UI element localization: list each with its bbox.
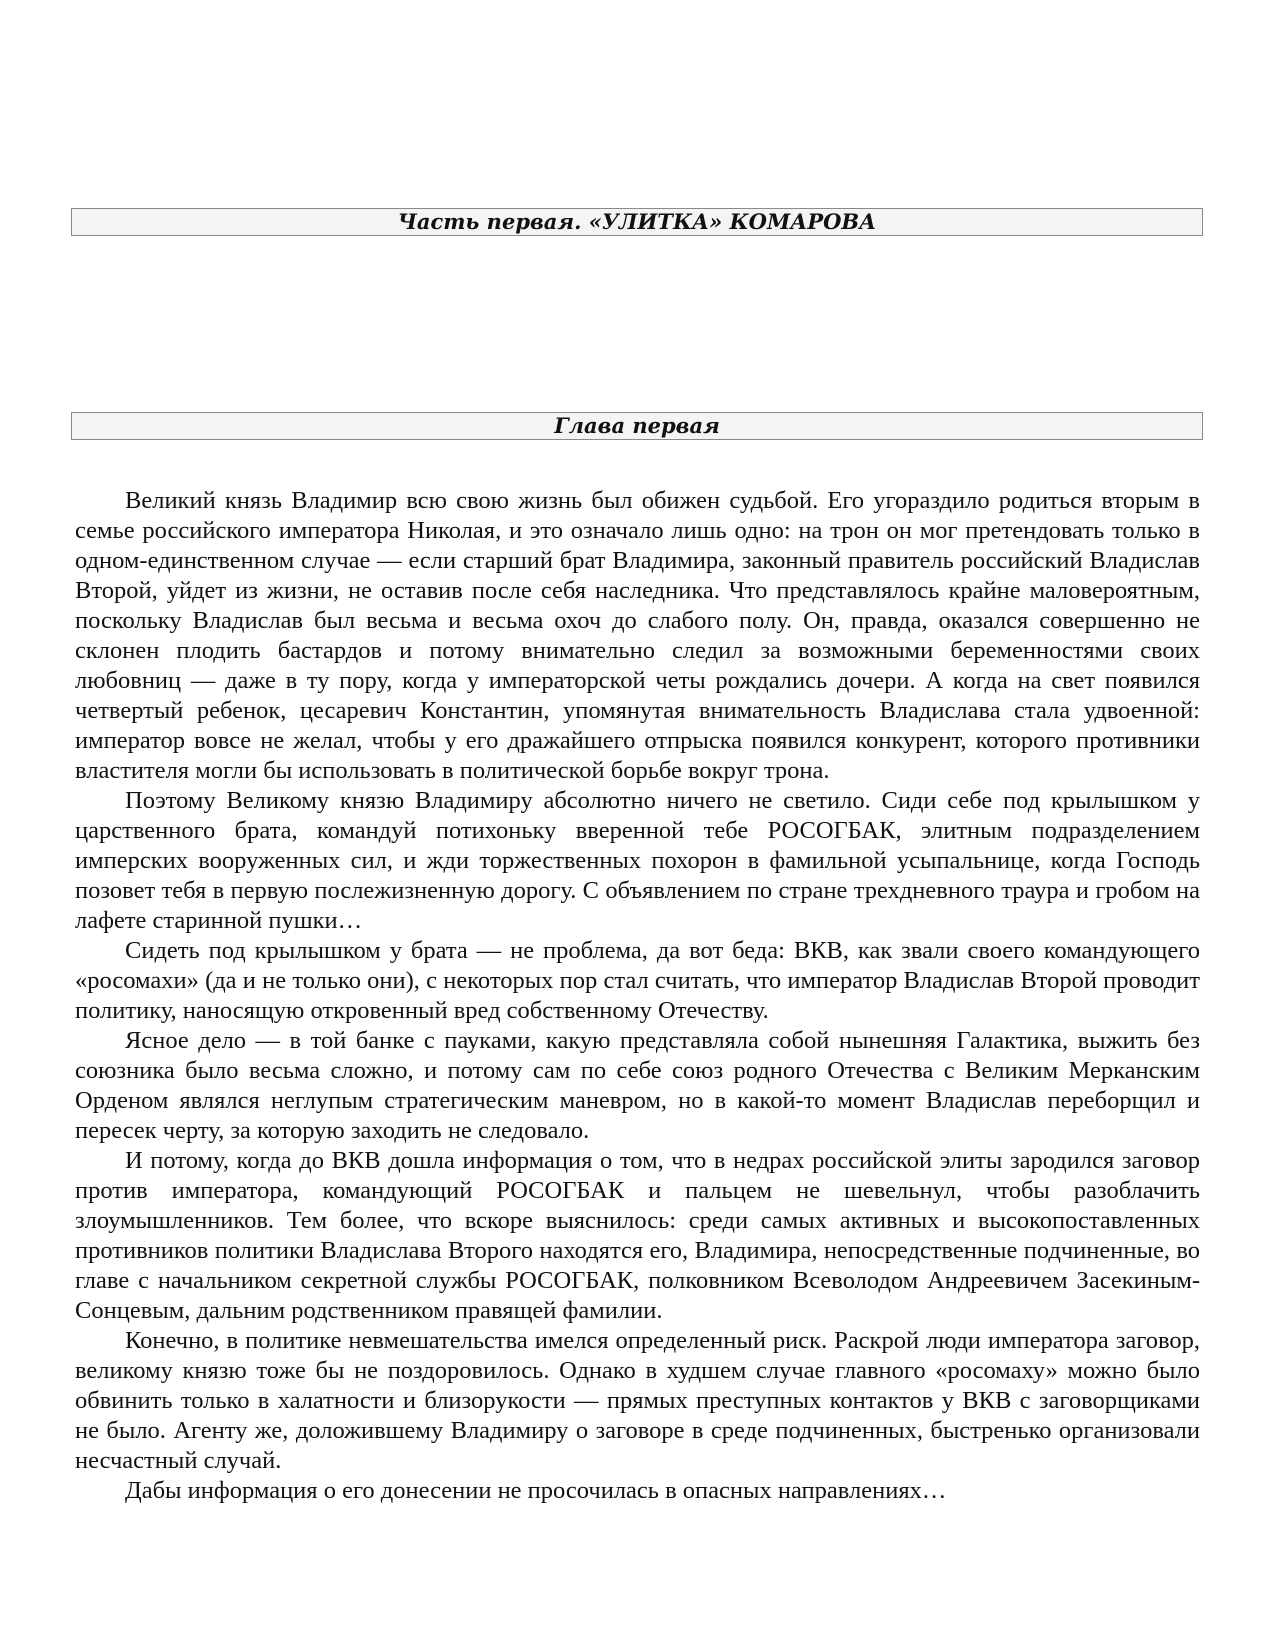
chapter-heading: Глава первая (71, 412, 1203, 440)
paragraph: Ясное дело — в той банке с пауками, какую представляла собой нынешняя Галактика, выжить без союзника было весьма сложно, и потому сам по себе союз родного Отечества с Великим Мерканским Орденом являлся неглупым стратегическим маневром, но в какой-то момент Владислав переборщил и пересек черту, за которую заходить не следовало. (75, 1027, 1200, 1144)
paragraph: Великий князь Владимир всю свою жизнь был обижен судьбой. Его угораздило родиться вторым в семье российского императора Николая, и это означало лишь одно: на трон он мог претендовать только в одном-единственном случае — если старший брат Владимира, законный правитель российский Владислав Второй, уйдет из жизни, не оставив после себя наследника. Что представлялось крайне маловероятным, поскольку Владислав был весьма и весьма охоч до слабого полу. Он, правда, оказался совершенно не склонен плодить бастардов и потому внимательно следил за возможными беременностями своих любовниц — даже в ту пору, когда у императорской четы рождались дочери. А когда на свет появился четвертый ребенок, цесаревич Константин, упомянутая внимательность Владислава стала удвоенной: император вовсе не желал, чтобы у его дражайшего отпрыска появился конкурент, которого противники властителя могли бы использовать в политической борьбе вокруг трона. (75, 487, 1200, 784)
paragraph: И потому, когда до ВКВ дошла информация о том, что в недрах российской элиты зародился заговор против императора, командующий РОСОГБАК и пальцем не шевельнул, чтобы разоблачить злоумышленников. Тем более, что вскоре выяснилось: среди самых активных и высокопоставленных противников политики Владислава Второго находятся его, Владимира, непосредственные подчиненные, во главе с начальником секретной службы РОСОГБАК, полковником Всеволодом Андреевичем Засекиным-Сонцевым, дальним родственником правящей фамилии. (75, 1147, 1200, 1324)
part-heading: Часть первая. «УЛИТКА» КОМАРОВА (71, 208, 1203, 236)
paragraph: Конечно, в политике невмешательства имелся определенный риск. Раскрой люди императора заговор, великому князю тоже бы не поздоровилось. Однако в худшем случае главного «росомаху» можно было обвинить только в халатности и близорукости — прямых преступных контактов у ВКВ с заговорщиками не было. Агенту же, доложившему Владимиру о заговоре в среде подчиненных, быстренько организовали несчастный случай. (75, 1327, 1200, 1474)
paragraph: Поэтому Великому князю Владимиру абсолютно ничего не светило. Сиди себе под крылышком у царственного брата, командуй потихоньку вверенной тебе РОСОГБАК, элитным подразделением имперских вооруженных сил, и жди торжественных похорон в фамильной усыпальнице, когда Господь позовет тебя в первую послежизненную дорогу. С объявлением по стране трехдневного траура и гробом на лафете старинной пушки… (75, 787, 1200, 934)
paragraph: Сидеть под крылышком у брата — не проблема, да вот беда: ВКВ, как звали своего командующего «росомахи» (да и не только они), с некоторых пор стал считать, что император Владислав Второй проводит политику, наносящую откровенный вред собственному Отечеству. (75, 937, 1200, 1024)
paragraph: Дабы информация о его донесении не просочилась в опасных направлениях… (125, 1477, 947, 1504)
chapter-body (75, 486, 1200, 1506)
